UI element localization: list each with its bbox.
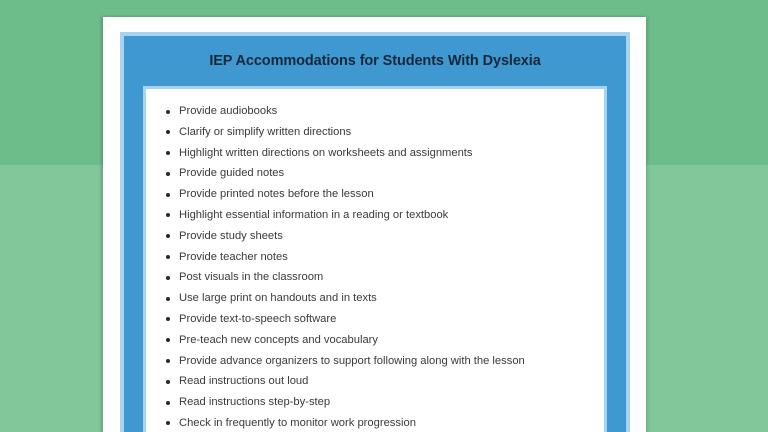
bullet-icon <box>166 110 170 114</box>
bullet-icon <box>166 213 170 217</box>
list-item <box>146 309 604 330</box>
list-item <box>146 413 604 432</box>
bullet-icon <box>166 276 170 280</box>
accommodations-list <box>146 101 604 432</box>
list-item <box>146 288 604 309</box>
list-item <box>146 184 604 205</box>
bullet-icon <box>166 234 170 238</box>
list-item-label: Highlight written directions on worksheets and assignments <box>179 146 473 159</box>
bullet-icon <box>166 255 170 259</box>
list-item-label: Pre-teach new concepts and vocabulary <box>179 333 379 346</box>
list-item-label: Provide advance organizers to support following along with the lesson <box>179 354 525 367</box>
bullet-icon <box>166 401 170 405</box>
list-item-label: Highlight essential information in a reading or textbook <box>179 208 449 221</box>
list-item <box>146 101 604 122</box>
list-item <box>146 226 604 247</box>
list-item-label: Provide guided notes <box>179 167 285 180</box>
bullet-icon <box>166 338 170 342</box>
bullet-icon <box>166 193 170 197</box>
bullet-icon <box>166 297 170 301</box>
bullet-icon <box>166 151 170 155</box>
list-item-label: Read instructions out loud <box>179 375 309 388</box>
list-item-label: Provide text-to-speech software <box>179 312 337 325</box>
list-item-label: Use large print on handouts and in texts <box>179 292 377 305</box>
bullet-icon <box>166 380 170 384</box>
list-item-label: Check in frequently to monitor work progression <box>179 416 416 429</box>
list-item <box>146 330 604 351</box>
document-paper <box>103 17 646 432</box>
list-item <box>146 247 604 268</box>
blue-frame <box>120 32 630 432</box>
list-item-label: Provide printed notes before the lesson <box>179 188 374 201</box>
list-item-label: Provide study sheets <box>179 229 283 242</box>
list-item <box>146 351 604 372</box>
list-item <box>146 205 604 226</box>
list-item <box>146 392 604 413</box>
bullet-icon <box>166 359 170 363</box>
bullet-icon <box>166 172 170 176</box>
bullet-icon <box>166 317 170 321</box>
list-item <box>146 267 604 288</box>
bullet-icon <box>166 421 170 425</box>
document-title: IEP Accommodations for Students With Dyslexia <box>209 53 541 69</box>
list-item <box>146 163 604 184</box>
list-item-label: Post visuals in the classroom <box>179 271 324 284</box>
list-item <box>146 371 604 392</box>
list-item-label: Provide teacher notes <box>179 250 288 263</box>
list-item-label: Read instructions step-by-step <box>179 396 331 409</box>
accommodations-list-box <box>143 86 607 432</box>
list-item <box>146 143 604 164</box>
bullet-icon <box>166 130 170 134</box>
list-item-label: Provide audiobooks <box>179 105 278 117</box>
list-item-label: Clarify or simplify written directions <box>179 125 352 138</box>
list-item <box>146 122 604 143</box>
